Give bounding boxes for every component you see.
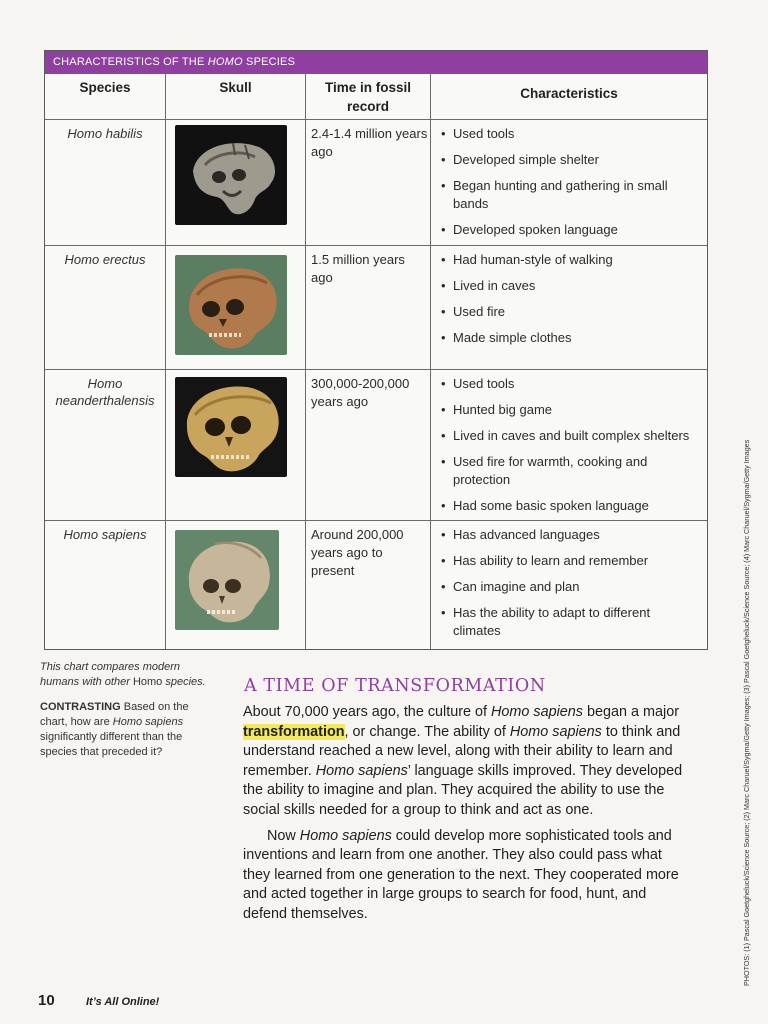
fossil-time: 2.4-1.4 million years ago: [311, 126, 428, 159]
list-item: • Made simple clothes: [439, 329, 701, 347]
photo-credits: PHOTOS: (1) Pascal Goetgheluck/Science Source; (2) Marc Charuel/Sygma/Getty Images; (3) Pascal Goetgheluck/Science Source; (4) Marc Charuel/Sygma/Getty Images: [742, 439, 751, 986]
homo-erectus-skull-image: [175, 255, 287, 355]
list-item: • Has ability to learn and remember: [439, 552, 701, 570]
list-item: • Used fire: [439, 303, 701, 321]
list-item: • Had human-style of walking: [439, 251, 701, 269]
fossil-time: 300,000-200,000 years ago: [311, 376, 410, 409]
list-item: • Used tools: [439, 125, 701, 143]
footer-text: It’s All Online!: [86, 996, 160, 1008]
header-skull: Skull: [219, 80, 252, 95]
table-caption: [40, 660, 212, 760]
table-row: [45, 245, 707, 370]
fossil-time: 1.5 million years ago: [311, 252, 405, 285]
table-row: [45, 520, 707, 649]
species-table: [44, 50, 708, 650]
homo-sapiens-skull-image: [175, 530, 279, 630]
skull-cell: [166, 369, 305, 520]
header-species: Species: [79, 80, 131, 95]
species-name: Homo erectus: [64, 252, 146, 267]
paragraph: About 70,000 years ago, the culture of Homo sapiens began a major transformation, or change. The ability of Homo sapiens to think and understand reached a new level, along with their ability to learn and remember. Homo sapiens’ language skills improved. They developed the ability to imagine and plan. They acquired the ability to use the social skills needed for a group to think and act as one.: [243, 704, 683, 818]
page-number: 10: [38, 992, 55, 1009]
table-row: [45, 369, 707, 521]
highlighted-term: transformation: [243, 723, 345, 740]
species-name: Homo neanderthalensis: [55, 376, 155, 408]
skull-cell: [166, 119, 305, 245]
fossil-time: Around 200,000 years ago to present: [311, 527, 404, 578]
characteristics-list: [439, 526, 701, 648]
characteristics-list: [439, 375, 701, 523]
list-item: • Lived in caves and built complex shelters: [439, 427, 701, 445]
homo-habilis-skull-image: [175, 125, 287, 225]
skull-cell: [166, 245, 305, 369]
list-item: • Can imagine and plan: [439, 578, 701, 596]
list-item: • Used fire for warmth, cooking and protection: [439, 453, 701, 488]
contrasting-question: CONTRASTING Based on the chart, how are Homo sapiens significantly different than the species that preceded it?: [40, 701, 189, 758]
species-name: Homo sapiens: [63, 527, 147, 542]
article-body: [243, 703, 693, 925]
list-item: • Lived in caves: [439, 277, 701, 295]
species-name: Homo habilis: [67, 126, 143, 141]
table-row: [45, 119, 707, 246]
list-item: • Used tools: [439, 375, 701, 393]
list-item: • Has the ability to adapt to different climates: [439, 604, 701, 639]
homo-neanderthalensis-skull-image: [175, 377, 287, 477]
characteristics-list: [439, 251, 701, 355]
list-item: • Had some basic spoken language: [439, 497, 701, 515]
section-heading: A TIME OF TRANSFORMATION: [244, 676, 546, 696]
table-title: CHARACTERISTICS OF THE HOMO SPECIES: [45, 51, 707, 74]
characteristics-list: [439, 125, 701, 247]
skull-cell: [166, 520, 305, 649]
header-characteristics: Characteristics: [520, 86, 618, 101]
list-item: • Began hunting and gathering in small bands: [439, 177, 701, 212]
table-header-row: [45, 74, 707, 120]
list-item: • Developed simple shelter: [439, 151, 701, 169]
list-item: • Hunted big game: [439, 401, 701, 419]
list-item: • Has advanced languages: [439, 526, 701, 544]
paragraph: Now Homo sapiens could develop more sophisticated tools and inventions and learn from one another. They also could pass what they learned from one generation to the next. They cooperated more and acted together in large groups to search for food, hunt, and defend themselves.: [243, 827, 679, 922]
caption-text: This chart compares modern humans with other Homo species.: [40, 661, 206, 688]
header-time: Time in fossil record: [324, 80, 412, 114]
list-item: • Developed spoken language: [439, 221, 701, 239]
